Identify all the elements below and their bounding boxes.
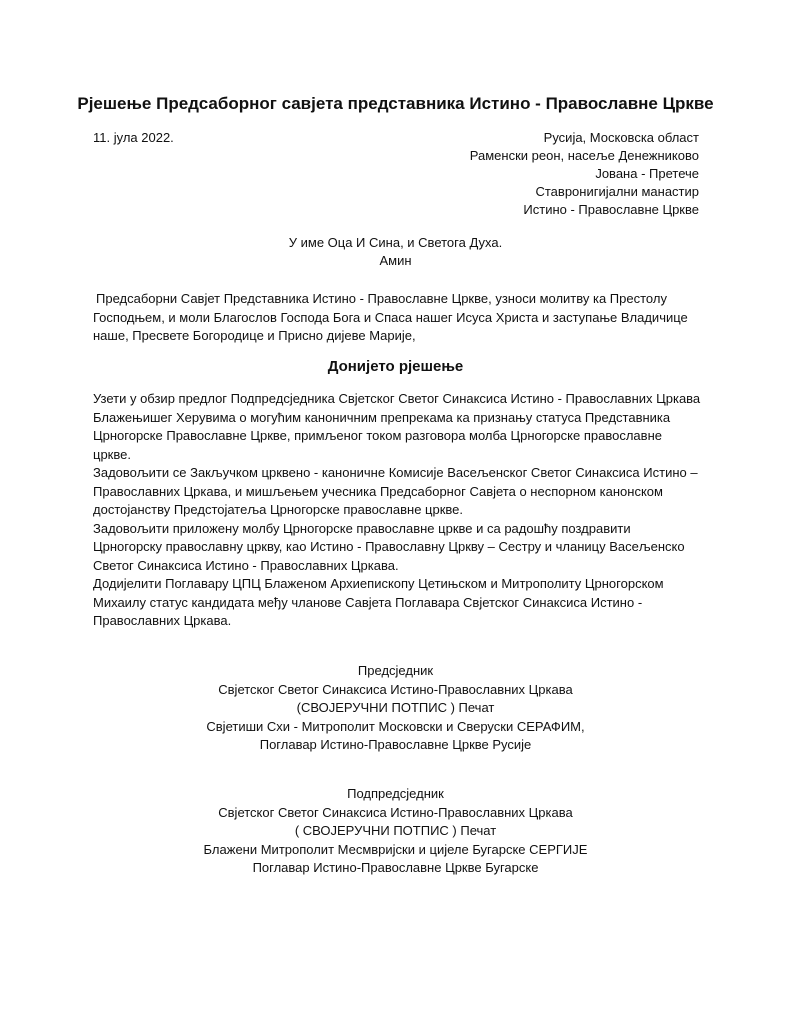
address-line: Јована - Претече [595,166,699,181]
address-line: Истино - Православне Цркве [523,202,699,217]
address-line: Русија, Московска област [543,130,699,145]
signature-line: Поглавар Истино-Православне Цркве Русије [259,737,532,752]
signature-line: Поглавар Истино-Православне Цркве Бугарске [252,860,539,875]
resolution-paragraph: Додијелити Поглавару ЦПЦ Блаженом Архиепископу Цетињском и Митрополиту Црногорском Михаилу статус кандидата међу члановe Савјета Поглавара Свјетског Синаксиса Истино - Православних Цркава. [93,576,664,628]
resolution-paragraph: Задовољити се Закључком црквено - каноничне Комисије Васељенског Светог Синаксиса Истино – Православних Цркава, и мишљењем учесника Предсаборног Савјета о неспорном канонском достојанству Предстојатеља Црногорске православне цркве. [93,465,698,517]
signature-line: Свјетиши Схи - Митрополит Московски и Сверуски СЕРАФИМ, [206,718,585,734]
signature-line: ( СВОЈЕРУЧНИ ПОТПИС ) Печат [294,823,497,838]
invocation-block [0,234,791,270]
document-date: 11. јула 2022. [93,130,174,145]
address-line: Ставронигијални манастир [535,184,699,199]
resolution-paragraph: Узети у обзир предлог Подпредсједника Свјетског Светог Синаксиса Истино - Православних Цркава Блажењишег Херувима о могућим каноничним препрекама ка признању статуса Представника Црногорске Православне Цркве, примљеног током разговора молба Црногорске православне цркве. [93,391,701,462]
signature-line: Предсједник [357,663,434,678]
invocation-line: У име Оца И Сина, и Светога Духа. [288,235,503,250]
signature-line: Свјетског Светог Синаксиса Истино-Православних Цркава [218,804,573,820]
signature-line: Подпредсједник [347,786,444,801]
resolution-paragraph: Задовољити приложену молбу Црногорске православне цркве и са радошћу поздравити Црногорску православну цркву, као Истино - Православну Цркву – Сестру и чланицу Васељенско Светог Синаксиса Истино - Православних Цркава. [93,520,685,573]
invocation-line: Амин [379,253,412,268]
address-block [470,129,699,219]
signature-line: Свјетског Светог Синаксиса Истино-Православних Цркава [218,681,573,697]
document-title: Рјешење Предсаборног савјета представника Истино - Православне Цркве [77,94,714,113]
signature-block-vice-president [0,785,791,878]
signature-line: Блажени Митрополит Месмвријски и цијеле Бугарске СЕРГИЈЕ [203,841,588,857]
resolutions-body [93,390,703,631]
decision-heading: Донијето рјешење [327,358,464,375]
address-line: Раменски реон, насеље Денежниково [469,148,699,163]
signature-line: (СВОЈЕРУЧНИ ПОТПИС ) Печат [296,700,495,715]
intro-paragraph: Предсаборни Савјет Представника Истино - Православне Цркве, узноси молитву ка Престолу Господњем, и моли Благослов Господа Бога и Спаса нашег Исуса Христа и заступање Владичице наше, Пресвете Богородице и Присно дијеве Марије, [93,291,688,343]
signature-block-president [0,662,791,755]
